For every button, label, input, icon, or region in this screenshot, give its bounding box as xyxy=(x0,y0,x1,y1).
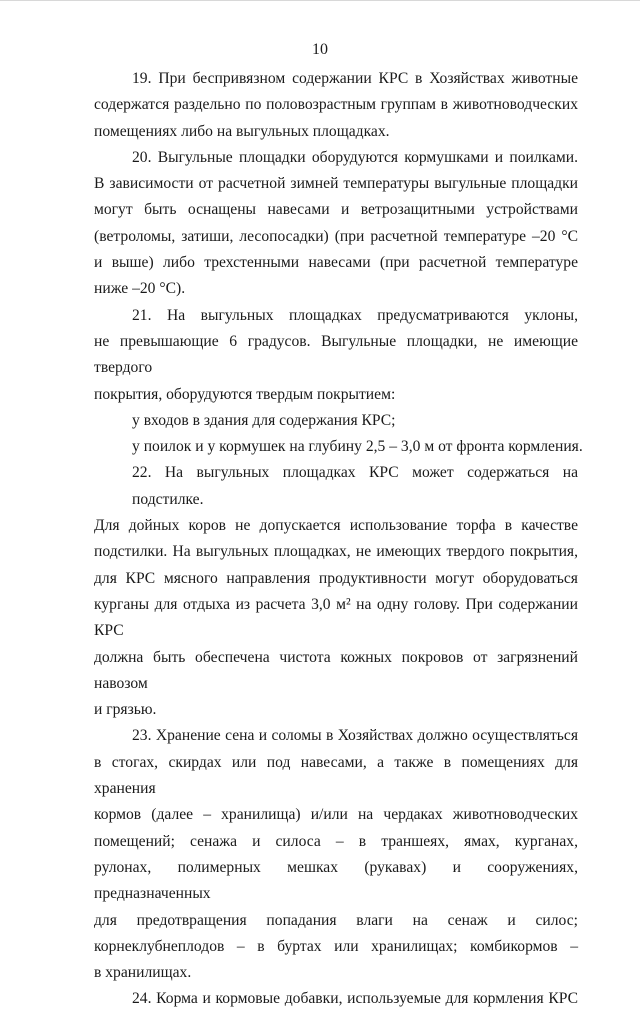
text-line: в хранилищах. xyxy=(94,964,192,982)
text-line: не превышающие 6 градусов. Выгульные площадки, не имеющие твердого xyxy=(94,332,578,377)
text-line: ниже –20 °С). xyxy=(94,280,186,298)
text-line: курганы для отдыха из расчета 3,0 м² на одну голову. При содержании КРС xyxy=(94,595,578,640)
text-line: для предотвращения попадания влаги на сенаж и силос; xyxy=(94,911,578,929)
text-line: корнеклубнеплодов – в буртах или хранилищах; комбикормов – xyxy=(94,937,578,955)
text-line: 22. На выгульных площадках КРС может содержаться на подстилке. xyxy=(132,464,578,508)
paragraph-22 xyxy=(94,460,578,723)
text-line: у поилок и у кормушек на глубину 2,5 – 3,0 м от фронта кормления. xyxy=(132,438,583,456)
text-line: помещениях либо на выгульных площадках. xyxy=(94,122,390,140)
paragraph-23 xyxy=(94,723,578,986)
paragraph-19 xyxy=(94,66,578,145)
text-line: кормов (далее – хранилища) и/или на чердаках животноводческих xyxy=(94,806,578,824)
text-line: у входов в здания для содержания КРС; xyxy=(132,411,396,429)
text-line: должна быть обеспечена чистота кожных покровов от загрязнений навозом xyxy=(94,648,578,692)
text-line: Для дойных коров не допускается использование торфа в качестве xyxy=(94,517,578,535)
text-line: помещений; сенажа и силоса – в траншеях, ямах, курганах, xyxy=(94,832,578,850)
text-line: 20. Выгульные площадки оборудуются кормушками и поилками. xyxy=(132,148,578,166)
text-line: подстилки. На выгульных площадках, не имеющих твердого покрытия, xyxy=(94,543,578,561)
page-number: 10 xyxy=(312,41,328,58)
text-line: могут быть оснащены навесами и ветрозащитными устройствами xyxy=(94,201,578,219)
text-line: в стогах, скирдах или под навесами, а также в помещениях для хранения xyxy=(94,753,578,798)
scan-top-edge xyxy=(0,0,640,1)
text-line: 21. На выгульных площадках предусматриваются уклоны, xyxy=(132,306,578,324)
text-line: содержатся раздельно по половозрастным группам в животноводческих xyxy=(94,96,578,114)
paragraph-21 xyxy=(94,303,578,408)
text-line: (ветроломы, затиши, лесопосадки) (при расчетной температуре –20 °С xyxy=(94,227,578,245)
text-line: и выше) либо трехстенными навесами (при расчетной температуре xyxy=(94,254,578,272)
paragraph-20 xyxy=(94,145,578,303)
paragraph-21-item-entrances xyxy=(94,408,578,434)
text-line: и грязью. xyxy=(94,701,157,719)
text-line: В зависимости от расчетной зимней температуры выгульные площадки xyxy=(94,175,578,193)
text-line: 19. При беспривязном содержании КРС в Хозяйствах животные xyxy=(132,70,578,87)
text-line: 23. Хранение сена и соломы в Хозяйствах должно осуществляться xyxy=(132,727,578,745)
text-line: 24. Корма и кормовые добавки, используемые для кормления КРС xyxy=(132,990,578,1008)
document-body xyxy=(94,66,583,1013)
text-line: рулонах, полимерных мешках (рукавах) и сооружениях, предназначенных xyxy=(94,858,578,903)
paragraph-24 xyxy=(94,986,578,1012)
text-line: для КРС мясного направления продуктивности могут оборудоваться xyxy=(94,569,578,587)
paragraph-21-item-feeders xyxy=(94,434,583,460)
text-line: покрытия, оборудуются твердым покрытием: xyxy=(94,385,396,403)
